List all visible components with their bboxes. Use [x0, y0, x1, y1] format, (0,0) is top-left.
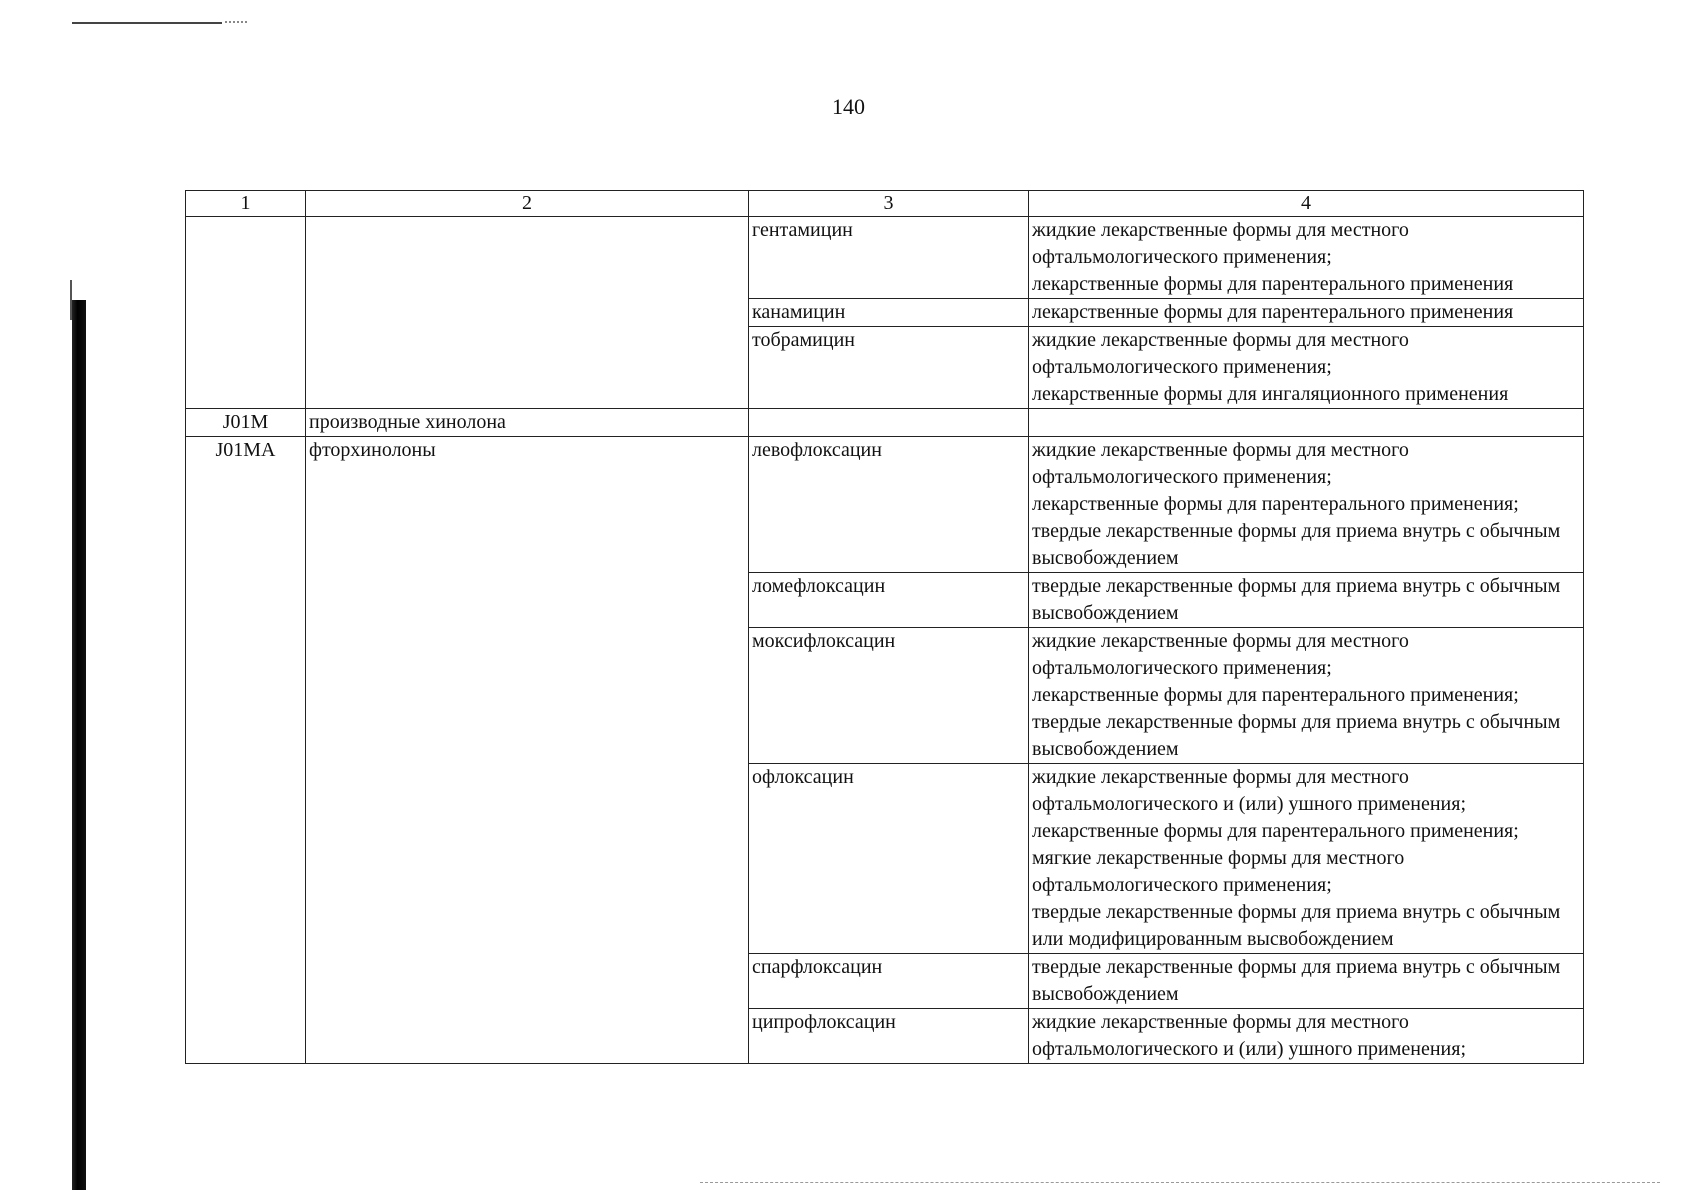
dosage-forms-cell	[1029, 327, 1584, 409]
table-body	[186, 217, 1584, 1064]
dosage-form-line: твердые лекарственные формы для приема внутрь с обычным высвобождением	[1032, 711, 1561, 760]
atc-code-cell: J01MA	[186, 437, 306, 1064]
group-name-cell: фторхинолоны	[306, 437, 749, 1064]
dosage-form-line: твердые лекарственные формы для приема внутрь с обычным высвобождением	[1032, 520, 1561, 569]
drug-name-cell: спарфлоксацин	[749, 954, 1029, 1009]
dosage-form-line: жидкие лекарственные формы для местного офтальмологического и (или) ушного применения;	[1032, 1011, 1466, 1060]
dosage-forms-cell	[1029, 217, 1584, 299]
dosage-form-line: мягкие лекарственные формы для местного офтальмологического применения;	[1032, 847, 1405, 896]
header-row	[186, 191, 1584, 217]
dosage-form-line: жидкие лекарственные формы для местного офтальмологического применения;	[1032, 630, 1409, 679]
header-col-3: 3	[749, 191, 1029, 217]
dosage-form-line: жидкие лекарственные формы для местного офтальмологического применения;	[1032, 219, 1409, 268]
atc-code-cell	[186, 217, 306, 409]
drug-name-cell: ципрофлоксацин	[749, 1009, 1029, 1064]
scan-bottom-rule	[700, 1182, 1660, 1183]
scan-left-edge-bar	[72, 300, 86, 1190]
table-header	[186, 191, 1584, 217]
header-col-4: 4	[1029, 191, 1584, 217]
dosage-forms-cell	[1029, 628, 1584, 764]
dosage-form-line: твердые лекарственные формы для приема внутрь с обычным или модифицированным высвобождением	[1032, 901, 1561, 950]
dosage-form-line: лекарственные формы для парентерального применения;	[1032, 820, 1519, 842]
dosage-form-line: лекарственные формы для парентерального применения	[1032, 273, 1514, 295]
header-col-2: 2	[306, 191, 749, 217]
dosage-forms-cell	[1029, 573, 1584, 628]
drug-name-cell: гентамицин	[749, 217, 1029, 299]
drug-table	[185, 190, 1584, 1064]
dosage-form-line: жидкие лекарственные формы для местного офтальмологического применения;	[1032, 439, 1409, 488]
drug-name-cell: левофлоксацин	[749, 437, 1029, 573]
dosage-forms-cell	[1029, 1009, 1584, 1064]
group-name-cell: производные хинолона	[306, 409, 749, 437]
drug-name-cell: ломефлоксацин	[749, 573, 1029, 628]
page-number: 140	[832, 94, 865, 119]
dosage-form-line: лекарственные формы для парентерального применения;	[1032, 684, 1519, 706]
dosage-form-line: лекарственные формы для ингаляционного применения	[1032, 383, 1509, 405]
dosage-forms-cell	[1029, 954, 1584, 1009]
dosage-form-line: лекарственные формы для парентерального применения;	[1032, 493, 1519, 515]
drug-name-cell: тобрамицин	[749, 327, 1029, 409]
drug-name-cell	[749, 409, 1029, 437]
table-row	[186, 217, 1584, 299]
dosage-form-line: лекарственные формы для парентерального применения	[1032, 301, 1514, 323]
dosage-form-line: жидкие лекарственные формы для местного офтальмологического применения;	[1032, 329, 1409, 378]
atc-code-cell: J01M	[186, 409, 306, 437]
dosage-form-line: жидкие лекарственные формы для местного офтальмологического и (или) ушного применения;	[1032, 766, 1466, 815]
drug-name-cell: канамицин	[749, 299, 1029, 327]
drug-name-cell: моксифлоксацин	[749, 628, 1029, 764]
drug-name-cell: офлоксацин	[749, 764, 1029, 954]
scan-top-rule-dots	[225, 21, 247, 25]
dosage-form-line: твердые лекарственные формы для приема внутрь с обычным высвобождением	[1032, 956, 1561, 1005]
table-row	[186, 437, 1584, 573]
header-col-1: 1	[186, 191, 306, 217]
dosage-forms-cell	[1029, 437, 1584, 573]
dosage-forms-cell	[1029, 409, 1584, 437]
dosage-form-line: твердые лекарственные формы для приема внутрь с обычным высвобождением	[1032, 575, 1561, 624]
group-name-cell	[306, 217, 749, 409]
table-row	[186, 409, 1584, 437]
scan-top-rule	[72, 22, 222, 24]
dosage-forms-cell	[1029, 299, 1584, 327]
dosage-forms-cell	[1029, 764, 1584, 954]
